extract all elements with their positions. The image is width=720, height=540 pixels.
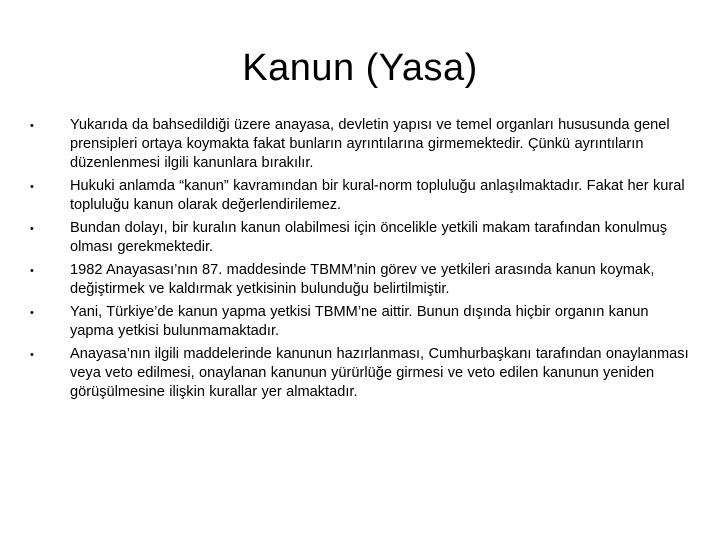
bullet-item-4 (30, 261, 695, 299)
bullet-item-2 (30, 177, 695, 215)
bullet-text: 1982 Anayasası’nın 87. maddesinde TBMM’nin görev ve yetkileri arasında kanun koymak, değiştirmek ve kaldırmak yetkisinin bulunduğu belirtilmiştir. (70, 262, 655, 297)
bullet-item-6 (30, 345, 695, 402)
bullet-text: Yukarıda da bahsedildiği üzere anayasa, devletin yapısı ve temel organları hususunda genel prensipleri ortaya koymakta fakat bunların ayrıntılarına girmemektedir. Çünkü ayrıntıların düzenlenmesi ilgili kanunlara bırakılır. (70, 117, 670, 171)
bullet-dot-icon: • (30, 223, 34, 235)
slide-title: Kanun (Yasa) (242, 47, 478, 89)
bullet-text: Anayasa’nın ilgili maddelerinde kanunun hazırlanması, Cumhurbaşkanı tarafından onaylanması veya veto edilmesi, onaylanan kanunun yürürlüğe girmesi ve veto edilen kanunun yeniden görüşülmesine ilişkin kurallar yer almaktadır. (70, 346, 689, 400)
bullet-text: Yani, Türkiye’de kanun yapma yetkisi TBMM’ne aittir. Bunun dışında hiçbir organın kanun yapma yetkisi bulunmamaktadır. (70, 304, 649, 339)
bullet-item-1 (30, 116, 695, 173)
bullet-dot-icon: • (30, 265, 34, 277)
bullet-text: Hukuki anlamda “kanun” kavramından bir kural-norm topluluğu anlaşılmaktadır. Fakat her kural topluluğu kanun olarak değerlendirilemez. (70, 178, 685, 213)
bullet-text: Bundan dolayı, bir kuralın kanun olabilmesi için öncelikle yetkili makam tarafından konulmuş olması gerekmektedir. (70, 220, 668, 255)
bullet-item-5 (30, 303, 695, 341)
bullet-dot-icon: • (30, 181, 34, 193)
bullet-list (30, 116, 695, 406)
bullet-item-3 (30, 219, 695, 257)
bullet-dot-icon: • (30, 349, 34, 361)
bullet-dot-icon: • (30, 307, 34, 319)
bullet-dot-icon: • (30, 120, 34, 132)
